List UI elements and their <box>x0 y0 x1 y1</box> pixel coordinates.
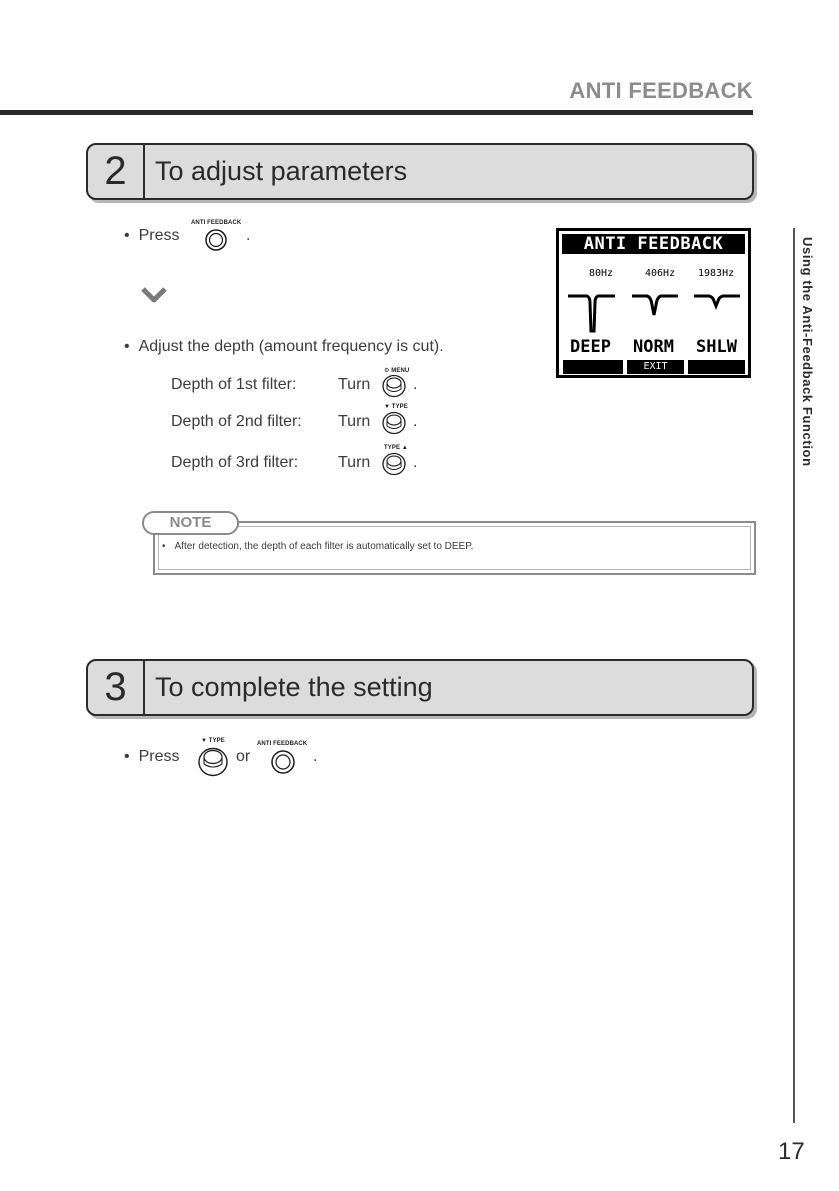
lcd-exit-softkey: EXIT <box>627 360 684 374</box>
lcd-depth-1: DEEP <box>570 337 611 357</box>
lcd-title: ANTI FEEDBACK <box>562 234 745 254</box>
anti-feedback-button-icon <box>204 229 228 251</box>
page-number: 17 <box>778 1138 805 1165</box>
step-number: 3 <box>88 661 145 714</box>
menu-knob-icon <box>381 374 407 398</box>
filter-3-period: . <box>413 454 418 471</box>
filter-3-action: Turn <box>338 454 371 471</box>
press-period: . <box>313 748 318 765</box>
chevron-down-icon <box>140 286 168 304</box>
or-text: or <box>236 748 251 765</box>
lcd-screen <box>556 228 751 378</box>
lcd-softkey-left <box>563 360 623 374</box>
step-title: To complete the setting <box>155 672 433 702</box>
press-instruction: • Press <box>124 227 180 245</box>
filter-2-action: Turn <box>338 413 371 430</box>
filter-2-label: Depth of 2nd filter: <box>171 413 302 430</box>
menu-knob-label: ⚙ MENU <box>384 368 410 374</box>
type-up-knob-label: TYPE ▲ <box>384 445 408 451</box>
lcd-filter-curves <box>559 291 748 337</box>
lcd-display-area <box>559 231 748 375</box>
type-down-knob-icon <box>197 745 229 777</box>
filter-1-label: Depth of 1st filter: <box>171 376 297 393</box>
filter-1-period: . <box>413 376 418 393</box>
lcd-depth-2: NORM <box>633 337 674 357</box>
filter-2-period: . <box>413 413 418 430</box>
note-tag: NOTE <box>142 511 239 535</box>
section-header-title: ANTI FEEDBACK <box>569 78 753 103</box>
lcd-frequency-2: 406Hz <box>645 268 676 279</box>
type-down-knob-label: ▼ TYPE <box>384 404 408 410</box>
step-3-heading <box>86 659 754 716</box>
lcd-frequency-3: 1983Hz <box>698 268 735 279</box>
filter-3-label: Depth of 3rd filter: <box>171 454 299 471</box>
anti-feedback-button-label: ANTI FEEDBACK <box>257 741 308 747</box>
type-up-knob-icon <box>381 452 407 476</box>
lcd-depth-3: SHLW <box>696 337 737 357</box>
adjust-depth-text: • Adjust the depth (amount frequency is cut). <box>124 338 444 356</box>
press-instruction-complete: • Press <box>124 748 180 766</box>
press-period: . <box>246 227 251 244</box>
header-rule <box>0 110 753 115</box>
sidebar-rule <box>793 228 795 1123</box>
lcd-frequency-1: 80Hz <box>589 268 614 279</box>
step-2-heading <box>86 143 754 200</box>
lcd-softkey-right <box>688 360 745 374</box>
type-down-knob-icon <box>381 411 407 435</box>
note-text: • After detection, the depth of each filter is automatically set to DEEP. <box>162 541 473 552</box>
type-down-knob-label: ▼ TYPE <box>201 738 225 744</box>
sidebar-section-title: Using the Anti-Feedback Function <box>800 237 815 467</box>
filter-1-action: Turn <box>338 376 371 393</box>
anti-feedback-button-label: ANTI FEEDBACK <box>191 220 242 226</box>
step-title: To adjust parameters <box>155 156 408 186</box>
step-number: 2 <box>88 145 145 198</box>
anti-feedback-button-icon <box>270 750 296 774</box>
